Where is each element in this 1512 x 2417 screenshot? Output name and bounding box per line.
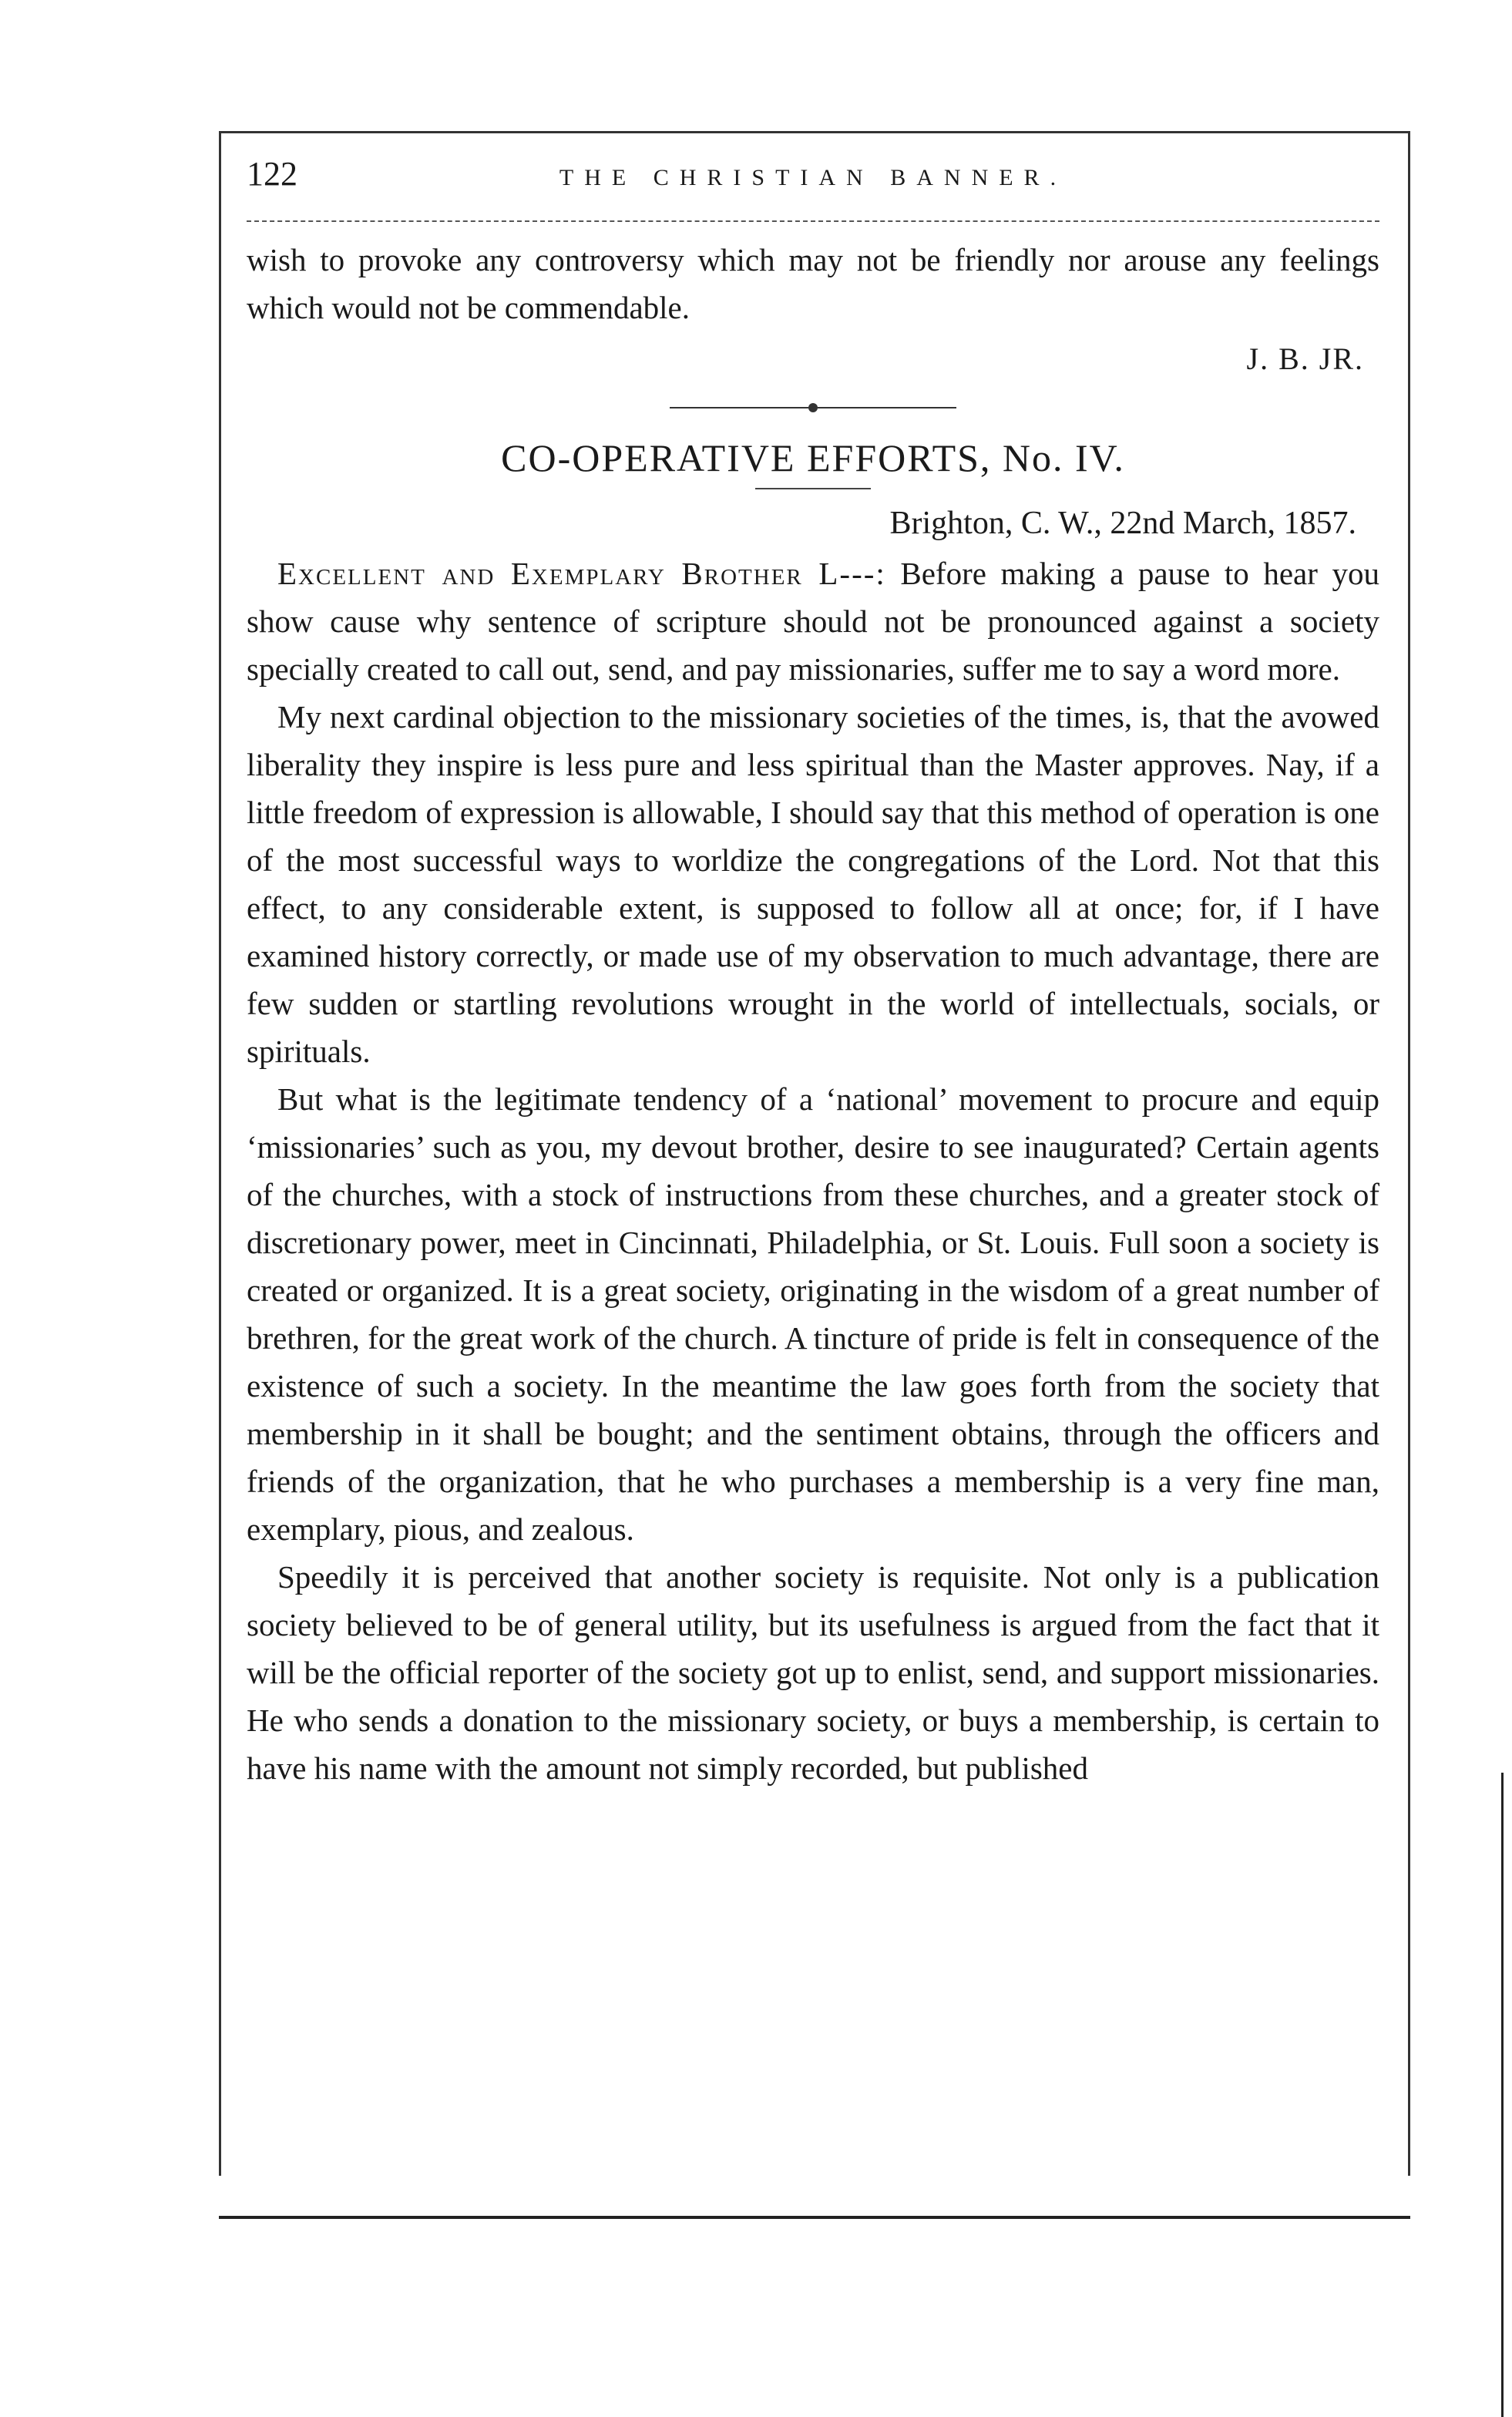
article-title: CO-OPERATIVE EFFORTS, No. IV. bbox=[501, 436, 1125, 479]
paragraph-1-text: Before making a pause to hear you show cause why sentence of scripture should not be pronounced against a society specially created to call out, send, and pay missionaries, suffer me to say a word more. bbox=[247, 556, 1380, 687]
article-divider bbox=[247, 403, 1379, 412]
article-paragraph-3: But what is the legitimate tendency of a ‘national’ movement to procure and equip ‘missionaries’ such as you, my devout brother, desire to see inaugurated? Certain agents of the churches, with a stock of instructions from these churches, and a greater stock of discretionary power, meet in Cincinnati, Philadelphia, or St. Louis. Full soon a society is created or organized. It is a great society, originating in the wisdom of a great number of brethren, for the great work of the church. A tincture of pride is felt in consequence of the existence of such a society. In the meantime the law goes forth from the society that membership in it shall be bought; and the sentiment obtains, through the officers and friends of the organization, that he who purchases a membership is a very fine man, exemplary, pious, and zealous. bbox=[247, 1081, 1379, 1547]
outer-margin-rule bbox=[1501, 1773, 1504, 2417]
article-paragraph-1 bbox=[247, 550, 1379, 693]
divider-line-right bbox=[818, 407, 956, 408]
running-title: THE CHRISTIAN BANNER. bbox=[559, 165, 1067, 190]
previous-article-closing: wish to provoke any controversy which may not be friendly nor arouse any feelings which would not be commendable. bbox=[247, 242, 1379, 325]
running-header bbox=[247, 154, 1379, 216]
article-dateline: Brighton, C. W., 22nd March, 1857. bbox=[889, 506, 1356, 541]
article-paragraph-2: My next cardinal objection to the missionary societies of the times, is, that the avowed liberality they inspire is less pure and less spiritual than the Master approves. Nay, if a little freedom of expression is allowable, I should say that this method of operation is one of the most successful ways to worldize the congregations of the Lord. Not that this effect, to any considerable extent, is supposed to follow all at once; for, if I have examined history correctly, or made use of my observation to much advantage, there are few sudden or startling revolutions wrought in the world of intellectuals, socials, or spirituals. bbox=[247, 699, 1379, 1069]
page-bottom-rule bbox=[219, 2216, 1410, 2219]
header-rule bbox=[247, 220, 1379, 222]
article-paragraph-4: Speedily it is perceived that another society is requisite. Not only is a publication society believed to be of general utility, but its usefulness is argued from the fact that it will be the official reporter of the society got up to enlist, send, and support missionaries. He who sends a donation to the missionary society, or buys a membership, is certain to have his name with the amount not simply recorded, but published bbox=[247, 1559, 1379, 1786]
article-salutation: Excellent and Exemplary Brother L---: bbox=[277, 556, 886, 591]
title-rule bbox=[755, 488, 871, 489]
previous-article-signature: J. B. JR. bbox=[1246, 341, 1364, 376]
divider-dot bbox=[808, 403, 818, 412]
divider-line-left bbox=[670, 407, 808, 408]
page-number: 122 bbox=[247, 155, 297, 193]
page-content bbox=[247, 154, 1379, 2197]
